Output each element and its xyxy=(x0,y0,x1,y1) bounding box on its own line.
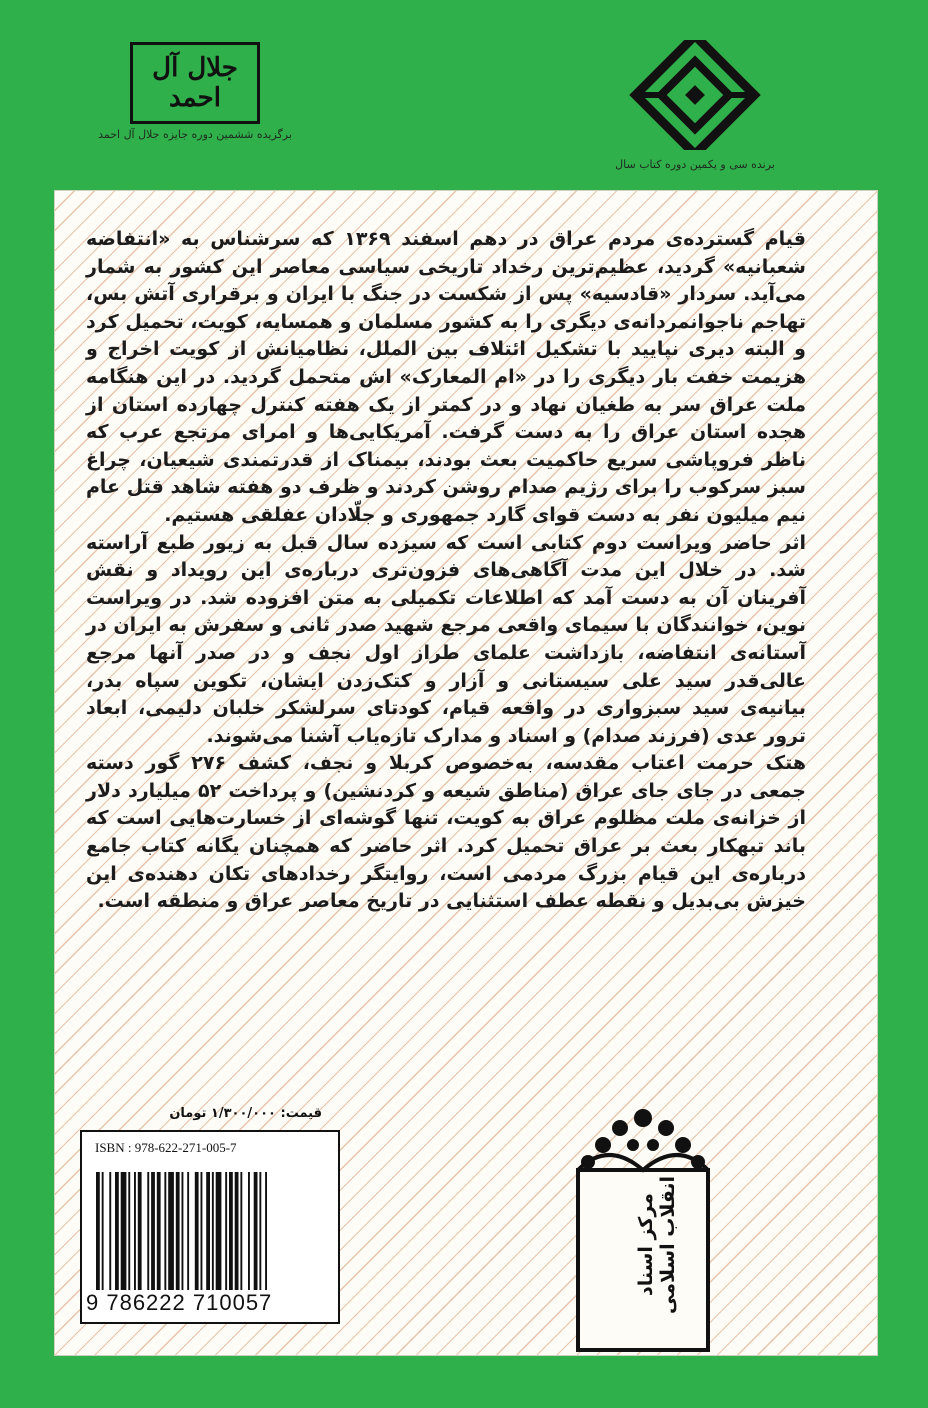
barcode-bar xyxy=(248,1172,250,1290)
barcode-bar xyxy=(151,1172,155,1290)
barcode-bar xyxy=(134,1172,136,1290)
barcode-bar xyxy=(121,1172,127,1290)
blurb-paragraph-3: هتک حرمت اعتاب مقدسه، به‌خصوص کربلا و نجف، کشف ۲۷۶ گور دسته جمعی در جای جای عراق (مناطق شیعه و کردنشین) و پرداخت ۵۲ میلیارد دلار از خزانه‌ی ملت مظلوم عراق به کویت، تنها گوشه‌ای از خسارت‌هایی است که باند تبهکار بعث بر عراق تحمیل کرد. اثر حاضر که همچنان یگانه کتاب جامع درباره‌ی این قیام بزرگ مردمی است، روایتگر رخدادهای تکان دهنده‌ی این خیزش بی‌بدیل و نقطه عطف استثنایی در تاریخ معاصر عراق و منطقه است. xyxy=(86,752,807,913)
barcode-bar xyxy=(147,1172,149,1290)
book-of-year-caption: برنده سی و یکمین دوره کتاب سال xyxy=(615,158,775,171)
jalal-award-signature: جلال آل احمد xyxy=(152,53,238,113)
barcode-bar xyxy=(206,1172,210,1290)
barcode-bar xyxy=(212,1172,214,1290)
blurb-paragraph-1: قیام گسترده‌ی مردم عراق در دهم اسفند ۱۳۶۹ که سرشناس به «انتفاضه شعبانیه» گردید، عظیم‌ترین رخداد تاریخی سیاسی معاصر این کشور به شمار می‌آید. سردار «قادسیه» پس از شکست در جنگ با ایران و برقراری آتش بس، تهاجم ناجوانمردانه‌ی دیگری را به کشور مسلمان و همسایه، کویت، تحمیل کرد و البته دیری نپایید با تشکیل ائتلاف بین الملل، نظامیانش از کویت اخراج و هزیمت خفت بار دیگری را در «ام المعارک» اش متحمل گردید. در این هنگامه ملت عراق سر به طغیان نهاد و در کمتر از یک هفته کنترل چهارده استان از هجده استان عراق را به دست گرفت. آمریکایی‌ها و امرای مرتجع عرب که ناظر فروپاشی سریع حاکمیت بعث بودند، بیمناک از قدرتمندی شیعیان، چراغ سبز سرکوب را برای رژیم صدام روشن کردند و ظرف دو هفته شاهد قتل عام نیم میلیون نفر به دست قوای گارد جمهوری و جلّادان عفلقی هستیم. xyxy=(86,228,806,526)
barcode-bar xyxy=(254,1172,258,1290)
barcode-bar xyxy=(109,1172,111,1290)
barcode-bar xyxy=(195,1172,199,1290)
barcode-bar xyxy=(115,1172,119,1290)
blurb-paragraph-2: اثر حاضر ویراست دوم کتابی است که سیزده سال قبل به زیور طبع آراسته شد. در خلال این مدت آگاهی‌های فزون‌تری درباره‌ی این رویداد و نقش آفرینان آن به دست آمد که اطلاعات تکمیلی به متن افزوده شد. در ویراست نوین، خوانندگان با سیمای واقعی مرجع شهید صدر ثانی و سفرش به ایران در آستانه‌ی انتفاضه، بازداشت علمای طراز اول نجف و در صدر آنها مرجع عالی‌قدر سید علی سیستانی و آزار و کتک‌زدن ایشان، تکوین سپاه بدر، بیانیه‌ی سید سبزواری در واقعه قیام، کودتای سرلشکر خلبان دلیمی، ابعاد ترور عدی (فرزند صدام) و اسناد و مدارک تازه‌یاب آشنا می‌شوند. xyxy=(86,531,806,747)
barcode-bar xyxy=(216,1172,222,1290)
barcode-bar xyxy=(102,1172,104,1290)
barcode-bar xyxy=(265,1172,267,1290)
barcode-bar xyxy=(128,1172,130,1290)
barcode-bar xyxy=(138,1172,142,1290)
barcode-bar xyxy=(164,1172,166,1290)
barcode-bar xyxy=(235,1172,239,1290)
barcode-digits: 9 786222 710057 xyxy=(86,1290,273,1315)
isbn-label: ISBN : 978-622-271-005-7 xyxy=(95,1140,237,1155)
publisher-name: مرکز اسناد انقلاب اسلامی xyxy=(635,1175,679,1315)
barcode-bar xyxy=(229,1172,233,1290)
back-cover-blurb xyxy=(86,226,806,916)
barcode-bar xyxy=(259,1172,261,1290)
barcode-bar xyxy=(157,1172,161,1290)
barcode-bar xyxy=(168,1172,174,1290)
price-label: قیمت: ۱/۳۰۰/۰۰۰ تومان xyxy=(169,1106,322,1121)
jalal-award xyxy=(95,42,295,141)
barcode-bar xyxy=(187,1172,189,1290)
barcode-bar xyxy=(176,1172,180,1290)
jalal-award-logo xyxy=(130,42,260,124)
barcode-bar xyxy=(201,1172,203,1290)
barcode-bar xyxy=(240,1172,242,1290)
book-of-year-logo-icon xyxy=(620,40,770,150)
jalal-award-caption: برگزیده ششمین دوره جایزه جلال آل احمد xyxy=(98,128,292,141)
barcode-bar xyxy=(225,1172,227,1290)
barcode-bar xyxy=(96,1172,100,1290)
barcode-bar xyxy=(182,1172,184,1290)
book-of-year-award xyxy=(610,40,780,171)
